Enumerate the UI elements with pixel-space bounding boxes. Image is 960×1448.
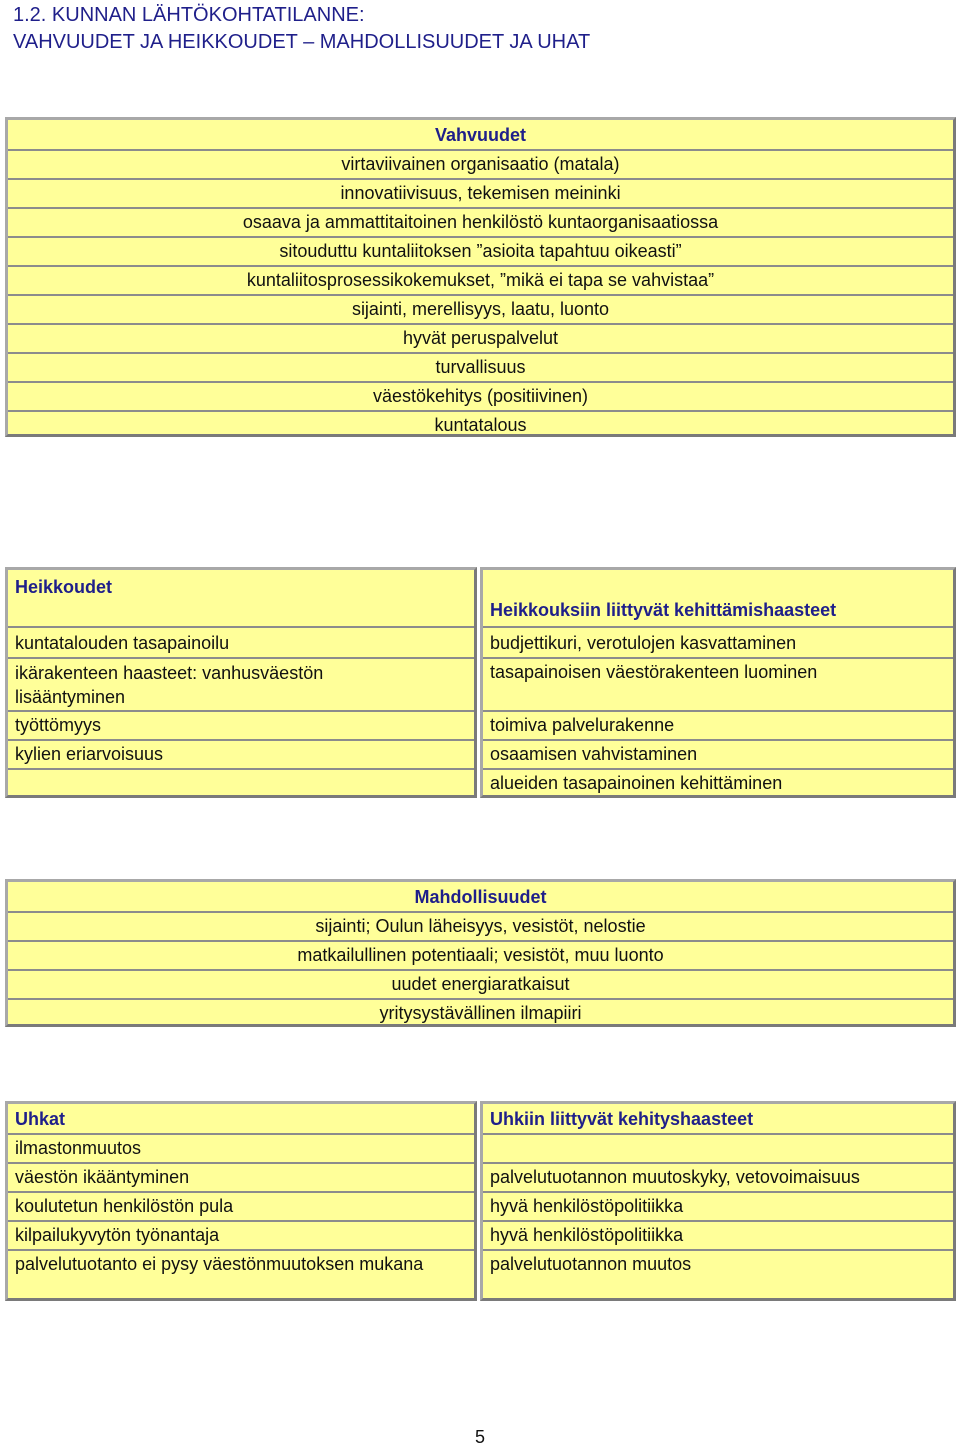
threat-challenges-title: Uhkiin liittyvät kehityshaasteet	[490, 1109, 754, 1129]
threats-title: Uhkat	[15, 1109, 66, 1129]
weakness-item: ikärakenteen haasteet: vanhusväestön lisääntyminen	[15, 663, 324, 707]
weakness-challenges-title: Heikkouksiin liittyvät kehittämishaasteet	[490, 600, 837, 620]
strength-item: sitouduttu kuntaliitoksen ”asioita tapahtuu oikeasti”	[279, 241, 682, 261]
threat-item: väestön ikääntyminen	[15, 1167, 190, 1187]
strength-item: kuntatalous	[434, 415, 527, 435]
threat-item: koulutetun henkilöstön pula	[15, 1196, 234, 1216]
weakness-challenges-box	[480, 567, 956, 798]
threat-challenge-item: hyvä henkilöstöpolitiikka	[490, 1225, 684, 1245]
weakness-item: kylien eriarvoisuus	[15, 744, 164, 764]
opportunity-item: uudet energiaratkaisut	[391, 974, 570, 994]
weakness-challenge-item: budjettikuri, verotulojen kasvattaminen	[490, 633, 797, 653]
threat-item: ilmastonmuutos	[15, 1138, 142, 1158]
weakness-challenge-item: tasapainoisen väestörakenteen luominen	[490, 662, 818, 682]
strengths-box	[5, 117, 956, 437]
weakness-item: työttömyys	[15, 715, 102, 735]
threat-item: kilpailukyvytön työnantaja	[15, 1225, 220, 1245]
weakness-challenge-item: toimiva palvelurakenne	[490, 715, 675, 735]
threat-challenge-item: palvelutuotannon muutos	[490, 1254, 692, 1274]
strength-item: kuntaliitosprosessikokemukset, ”mikä ei tapa se vahvistaa”	[246, 270, 715, 290]
threat-item: palvelutuotanto ei pysy väestönmuutoksen mukana	[15, 1254, 424, 1274]
opportunities-box	[5, 879, 956, 1027]
page-heading-line1: 1.2. KUNNAN LÄHTÖKOHTATILANNE:	[13, 4, 365, 26]
weakness-challenge-item: osaamisen vahvistaminen	[490, 744, 698, 764]
weaknesses-box	[5, 567, 477, 798]
page-number: 5	[474, 1427, 485, 1447]
strengths-title: Vahvuudet	[434, 125, 527, 145]
strength-item: innovatiivisuus, tekemisen meininki	[340, 183, 621, 203]
strength-item: väestökehitys (positiivinen)	[372, 386, 589, 406]
strength-item: virtaviivainen organisaatio (matala)	[341, 154, 620, 174]
weaknesses-title: Heikkoudet	[15, 577, 113, 597]
strength-item: sijainti, merellisyys, laatu, luonto	[351, 299, 610, 319]
threat-challenge-item: hyvä henkilöstöpolitiikka	[490, 1196, 684, 1216]
weakness-challenge-item: alueiden tasapainoinen kehittäminen	[490, 773, 783, 793]
opportunity-item: sijainti; Oulun läheisyys, vesistöt, nelostie	[315, 916, 646, 936]
threat-challenges-box	[480, 1101, 956, 1301]
threats-box	[5, 1101, 477, 1301]
strength-item: hyvät peruspalvelut	[402, 328, 559, 348]
threat-challenge-item: palvelutuotannon muutoskyky, vetovoimaisuus	[490, 1167, 860, 1187]
strength-item: turvallisuus	[435, 357, 526, 377]
opportunities-title: Mahdollisuudet	[414, 887, 547, 907]
opportunity-item: matkailullinen potentiaali; vesistöt, muu luonto	[297, 945, 664, 965]
weakness-item: kuntatalouden tasapainoilu	[15, 633, 230, 653]
strength-item: osaava ja ammattitaitoinen henkilöstö kuntaorganisaatiossa	[242, 212, 719, 232]
page-heading-line2: VAHVUUDET JA HEIKKOUDET – MAHDOLLISUUDET JA UHAT	[13, 31, 591, 53]
opportunity-item: yritysystävällinen ilmapiiri	[379, 1003, 582, 1023]
